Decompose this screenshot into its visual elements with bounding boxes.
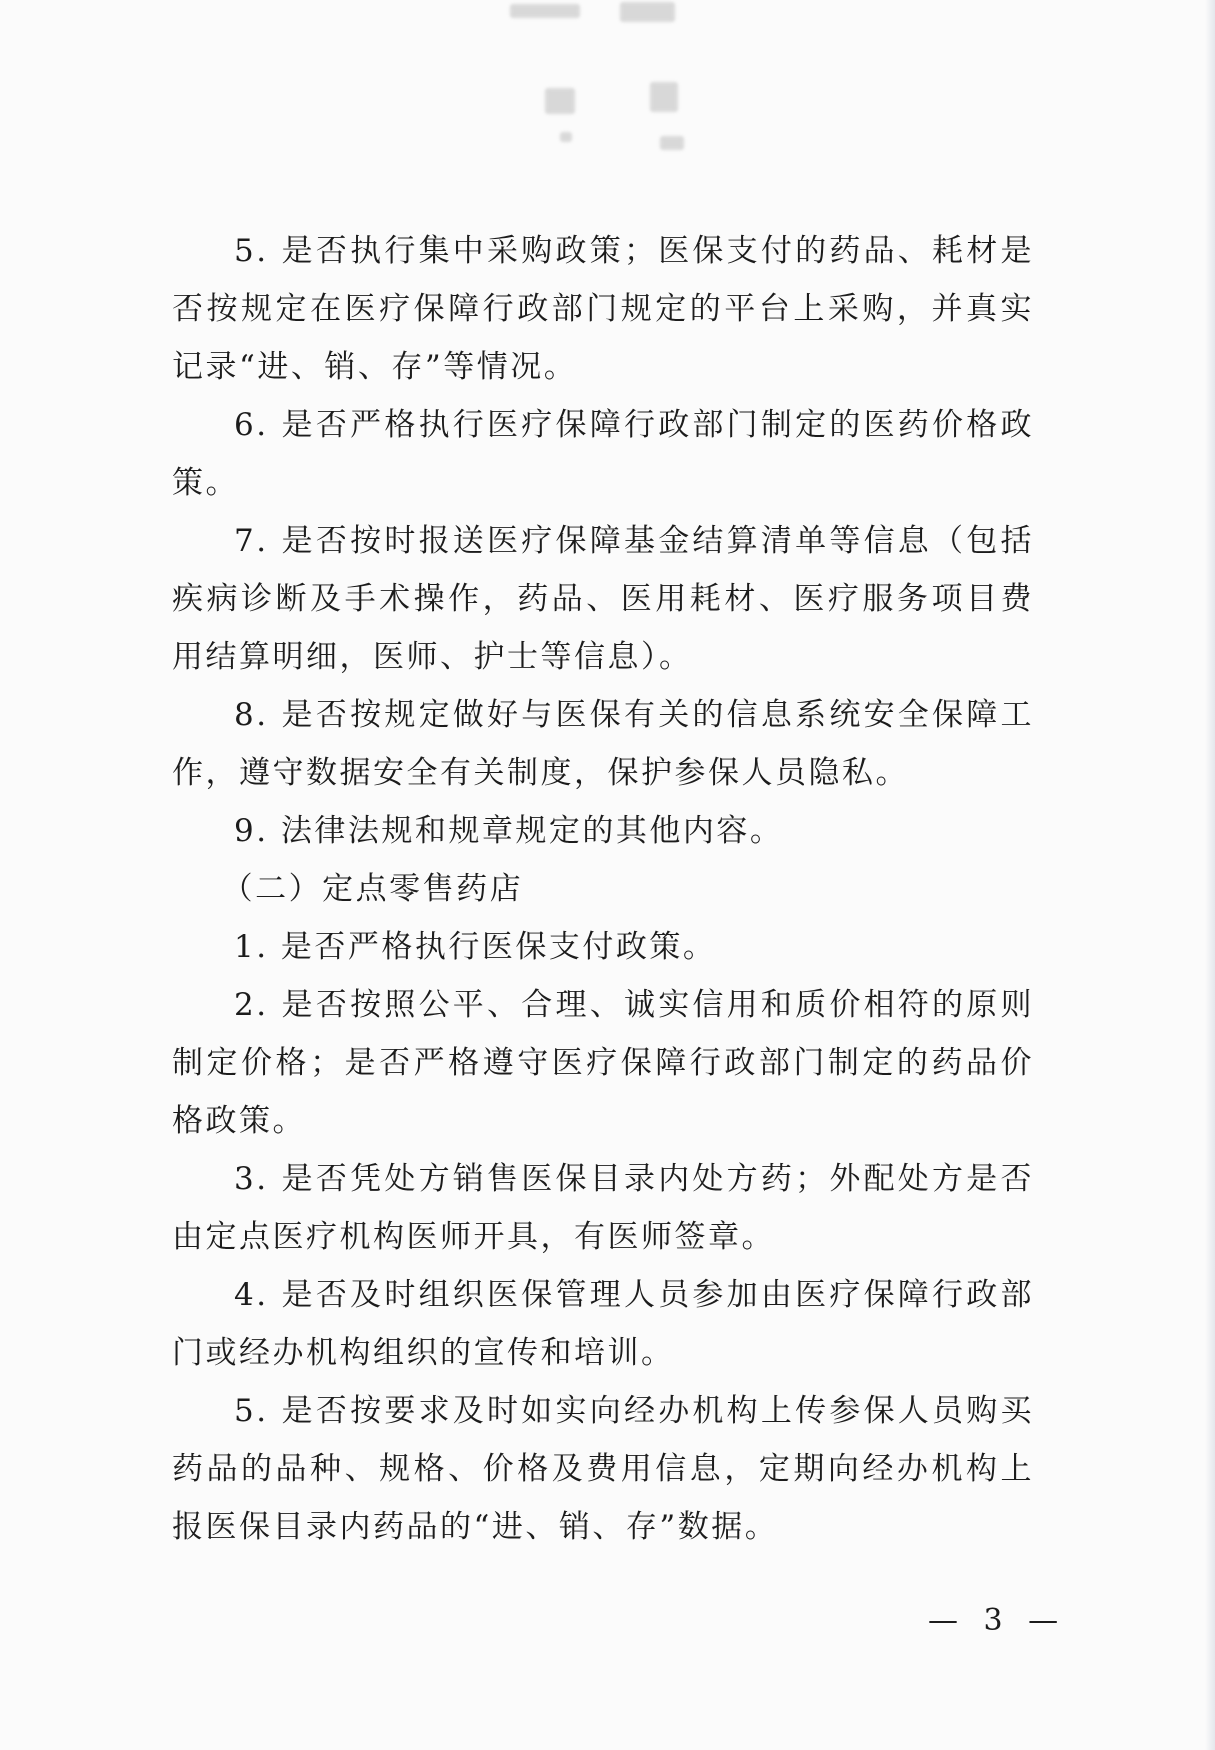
scan-bleed-through xyxy=(500,0,760,160)
paragraph-retail-4: 4. 是否及时组织医保管理人员参加由医疗保障行政部门或经办机构组织的宣传和培训。 xyxy=(172,1277,1034,1371)
paragraph-retail-2: 2. 是否按照公平、合理、诚实信用和质价相符的原则制定价格；是否严格遵守医疗保障行政部门制定的药品价格政策。 xyxy=(172,987,1034,1139)
paragraph-retail-3: 3. 是否凭处方销售医保目录内处方药；外配处方是否由定点医疗机构医师开具，有医师签章。 xyxy=(172,1161,1034,1255)
page-number: — 3 — xyxy=(928,1603,1067,1638)
document-body xyxy=(172,222,1034,1556)
paragraph-item-5-procurement: 5. 是否执行集中采购政策；医保支付的药品、耗材是否按规定在医疗保障行政部门规定的平台上采购，并真实记录“进、销、存”等情况。 xyxy=(172,233,1034,385)
paragraph-item-9-other: 9. 法律法规和规章规定的其他内容。 xyxy=(234,813,784,849)
paragraph-item-7-settlement: 7. 是否按时报送医疗保障基金结算清单等信息（包括疾病诊断及手术操作，药品、医用耗材、医疗服务项目费用结算明细，医师、护士等信息）。 xyxy=(172,523,1034,675)
paragraph-item-8-security: 8. 是否按规定做好与医保有关的信息系统安全保障工作，遵守数据安全有关制度，保护参保人员隐私。 xyxy=(172,697,1034,791)
scan-edge-shadow xyxy=(1205,0,1215,1750)
paragraph-retail-1: 1. 是否严格执行医保支付政策。 xyxy=(234,929,717,965)
paragraph-item-6-pricing: 6. 是否严格执行医疗保障行政部门制定的医药价格政策。 xyxy=(172,407,1034,501)
section-heading-retail-pharmacy: （二）定点零售药店 xyxy=(221,871,524,907)
paragraph-retail-5: 5. 是否按要求及时如实向经办机构上传参保人员购买药品的品种、规格、价格及费用信息，定期向经办机构上报医保目录内药品的“进、销、存”数据。 xyxy=(172,1393,1034,1545)
